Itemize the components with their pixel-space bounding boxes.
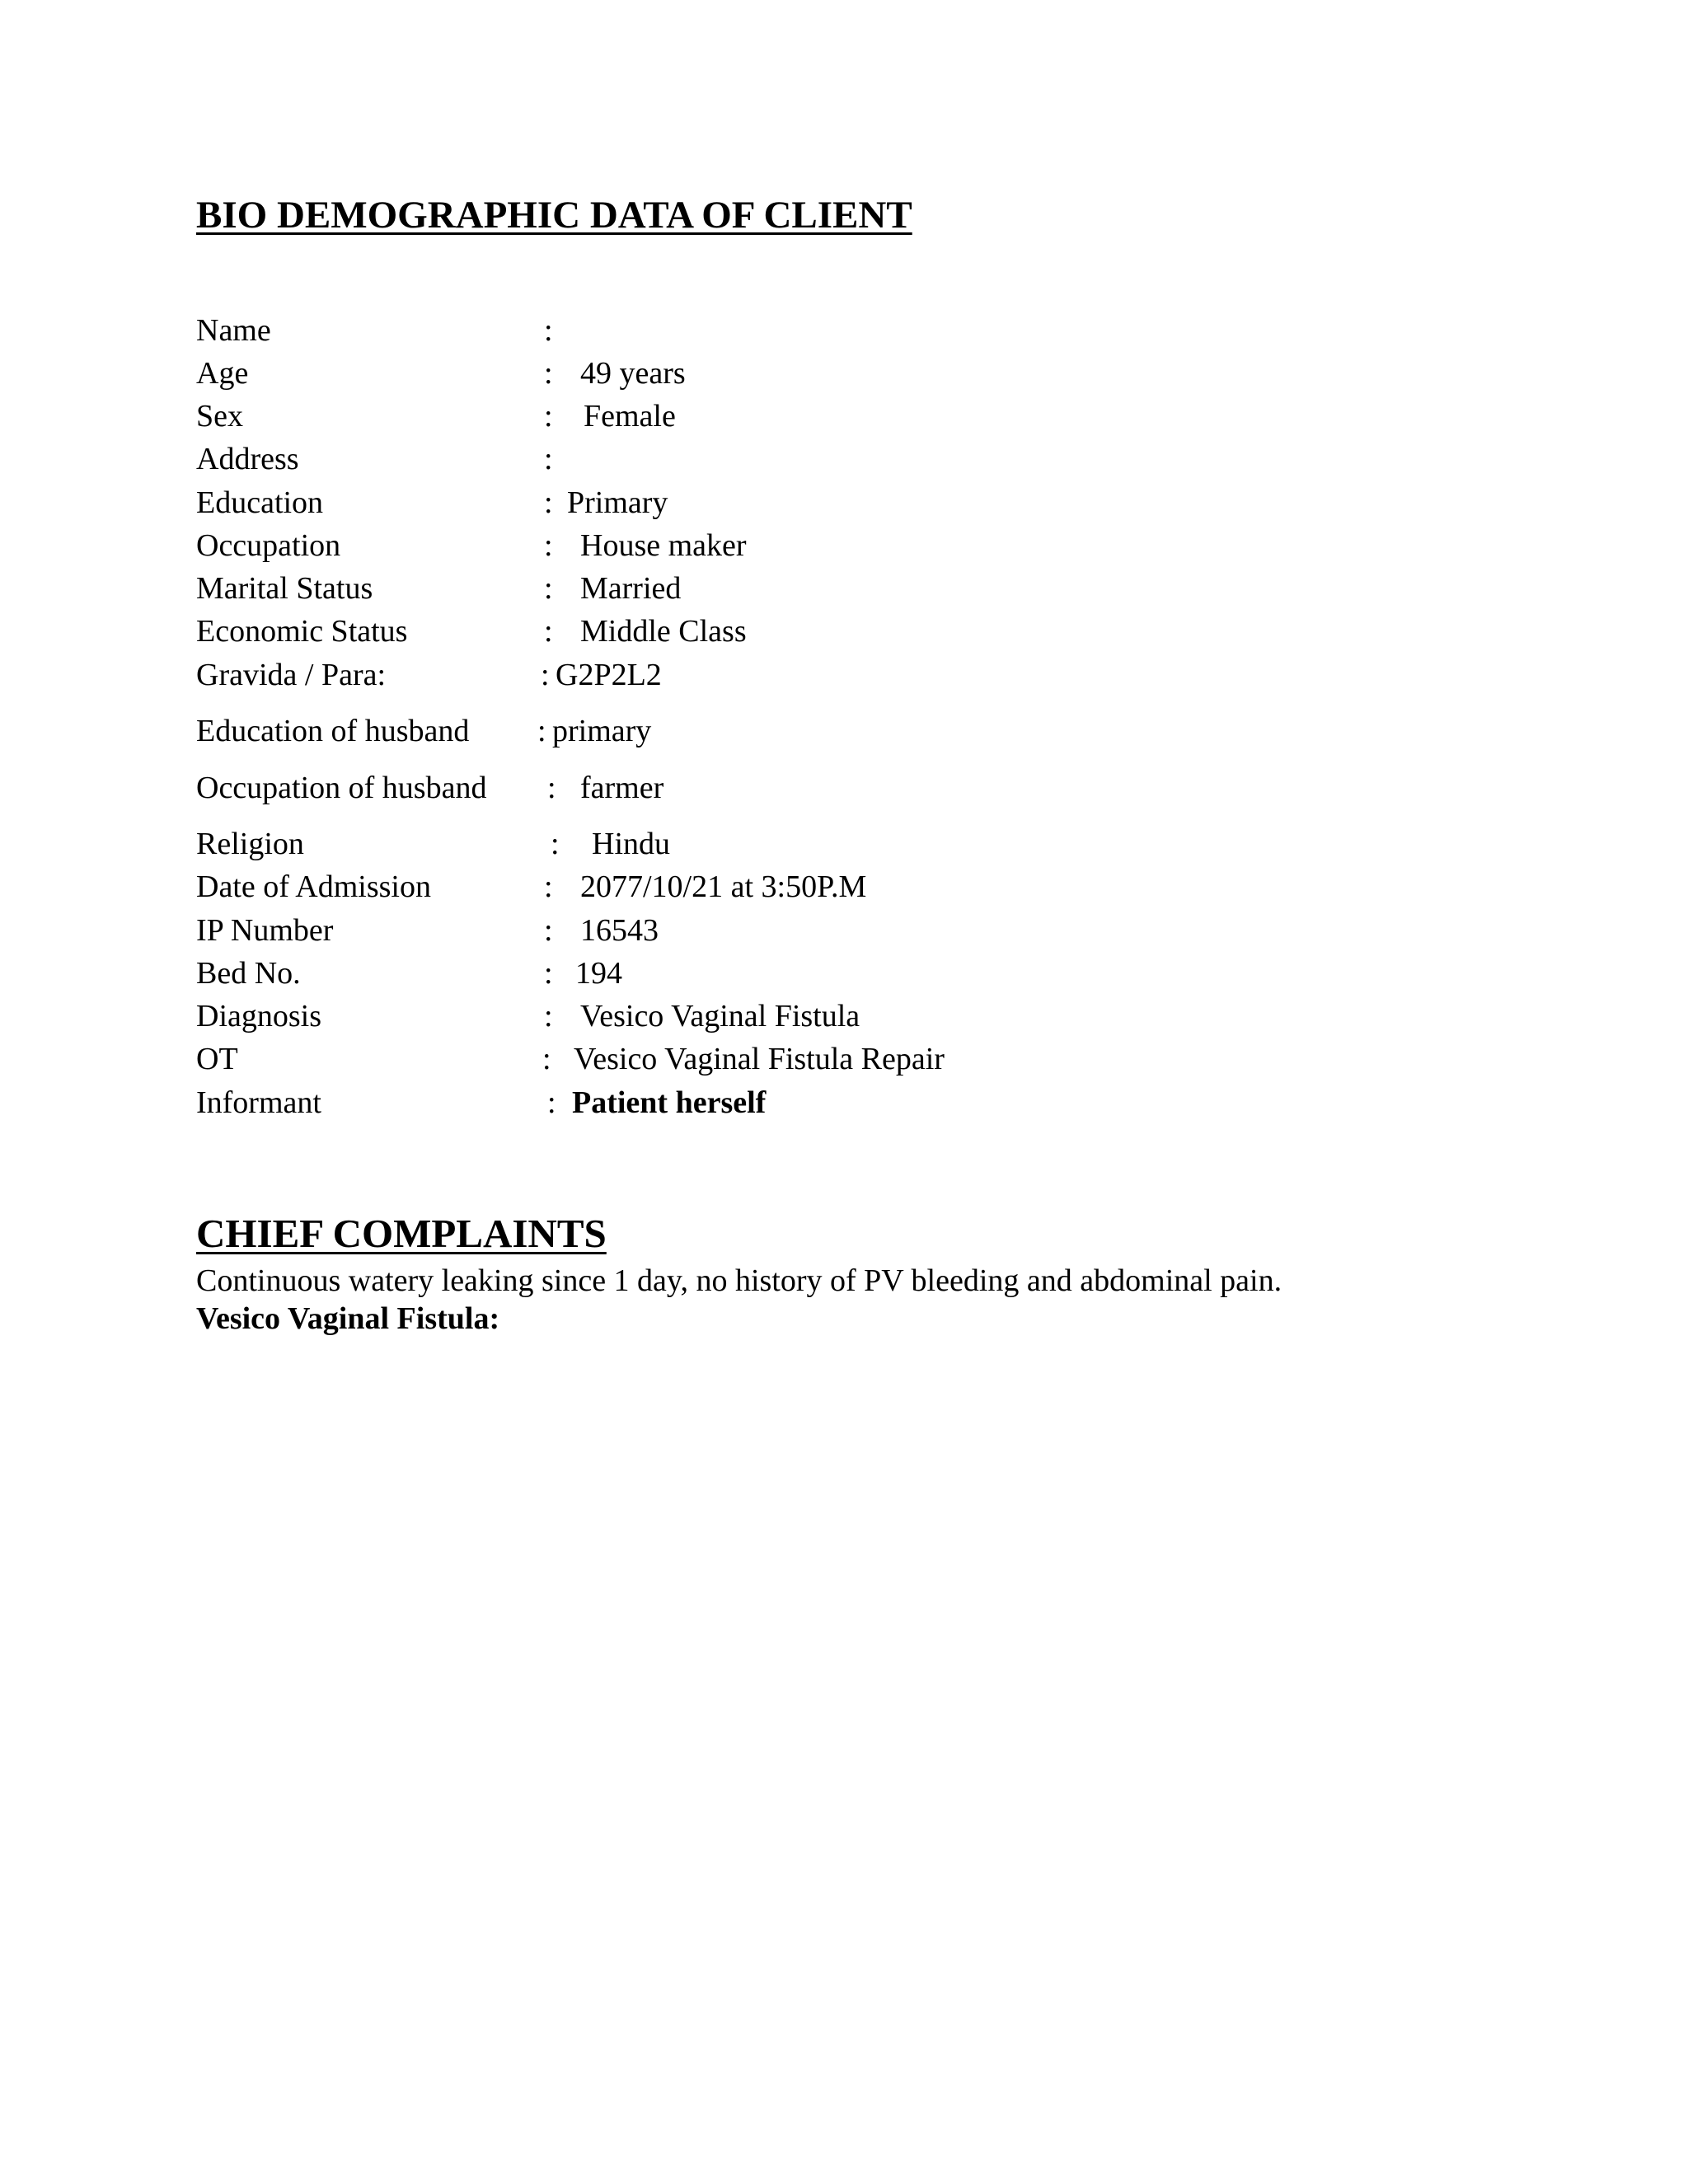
field-colon: :: [544, 528, 553, 563]
field-value: Vesico Vaginal Fistula: [580, 999, 860, 1033]
field-value: Hindu: [592, 827, 670, 861]
field-row-occupation: [196, 525, 1597, 566]
field-value: 2077/10/21 at 3:50P.M: [580, 869, 867, 904]
field-colon: :: [547, 1085, 556, 1120]
field-colon: :: [544, 356, 553, 391]
field-colon: :: [544, 956, 553, 991]
field-value: G2P2L2: [556, 658, 662, 692]
field-value: Patient herself: [572, 1085, 767, 1120]
field-value: Middle Class: [580, 614, 747, 649]
field-row-occupation-of-husband: [196, 767, 1597, 808]
field-value: Female: [584, 399, 676, 434]
field-label: Gravida / Para:: [196, 658, 387, 692]
field-row-religion: [196, 823, 1597, 865]
field-colon: :: [544, 485, 553, 520]
field-row-gravida-para: [196, 654, 1597, 696]
field-colon: :: [544, 399, 553, 434]
field-row-age: [196, 353, 1597, 394]
field-colon: :: [537, 714, 546, 748]
field-label: Informant: [196, 1085, 321, 1120]
vesico-vaginal-fistula-subheading: Vesico Vaginal Fistula:: [196, 1301, 500, 1336]
field-colon: :: [544, 869, 553, 904]
field-label: Economic Status: [196, 614, 408, 649]
field-label: Age: [196, 356, 249, 391]
field-row-sex: [196, 396, 1597, 437]
field-row-address: [196, 438, 1597, 480]
field-row-economic-status: [196, 611, 1597, 652]
field-label: Education of husband: [196, 714, 470, 748]
field-value: Married: [580, 571, 682, 606]
field-colon: :: [544, 913, 553, 948]
field-label: Sex: [196, 399, 243, 434]
field-colon: :: [544, 999, 553, 1033]
field-colon: :: [544, 614, 553, 649]
field-row-education-of-husband: [196, 710, 1597, 752]
field-row-education: [196, 482, 1597, 523]
field-label: Marital Status: [196, 571, 373, 606]
field-label: Occupation of husband: [196, 771, 487, 805]
field-row-name: [196, 310, 1597, 351]
field-colon: :: [551, 827, 560, 861]
field-label: Diagnosis: [196, 999, 321, 1033]
field-value: 49 years: [580, 356, 686, 391]
field-value: primary: [552, 714, 652, 748]
field-colon: :: [544, 571, 553, 606]
chief-complaints-heading: CHIEF COMPLAINTS: [196, 1211, 607, 1256]
field-colon: :: [542, 1042, 551, 1076]
field-row-diagnosis: [196, 996, 1597, 1037]
bio-demographic-heading: BIO DEMOGRAPHIC DATA OF CLIENT: [196, 194, 912, 237]
field-colon: :: [541, 658, 550, 692]
field-row-date-of-admission: [196, 866, 1597, 907]
field-row-marital-status: [196, 568, 1597, 609]
field-label: Address: [196, 442, 299, 476]
field-label: Bed No.: [196, 956, 301, 991]
field-row-ot: [196, 1038, 1597, 1080]
field-value: farmer: [580, 771, 664, 805]
field-value: House maker: [580, 528, 747, 563]
field-value: Vesico Vaginal Fistula Repair: [574, 1042, 945, 1076]
field-value: Primary: [567, 485, 668, 520]
field-value: 16543: [580, 913, 659, 948]
field-label: IP Number: [196, 913, 334, 948]
field-colon: :: [544, 442, 553, 476]
field-label: OT: [196, 1042, 238, 1076]
field-label: Religion: [196, 827, 304, 861]
field-colon: :: [547, 771, 556, 805]
field-label: Occupation: [196, 528, 341, 563]
field-label: Date of Admission: [196, 869, 431, 904]
field-value: 194: [575, 956, 622, 991]
chief-complaints-text: Continuous watery leaking since 1 day, no history of PV bleeding and abdominal pain.: [196, 1263, 1282, 1298]
field-row-informant: [196, 1082, 1597, 1123]
field-row-ip-number: [196, 910, 1597, 951]
field-colon: :: [544, 313, 553, 348]
field-row-bed-no: [196, 953, 1597, 994]
field-label: Education: [196, 485, 324, 520]
field-label: Name: [196, 313, 271, 348]
